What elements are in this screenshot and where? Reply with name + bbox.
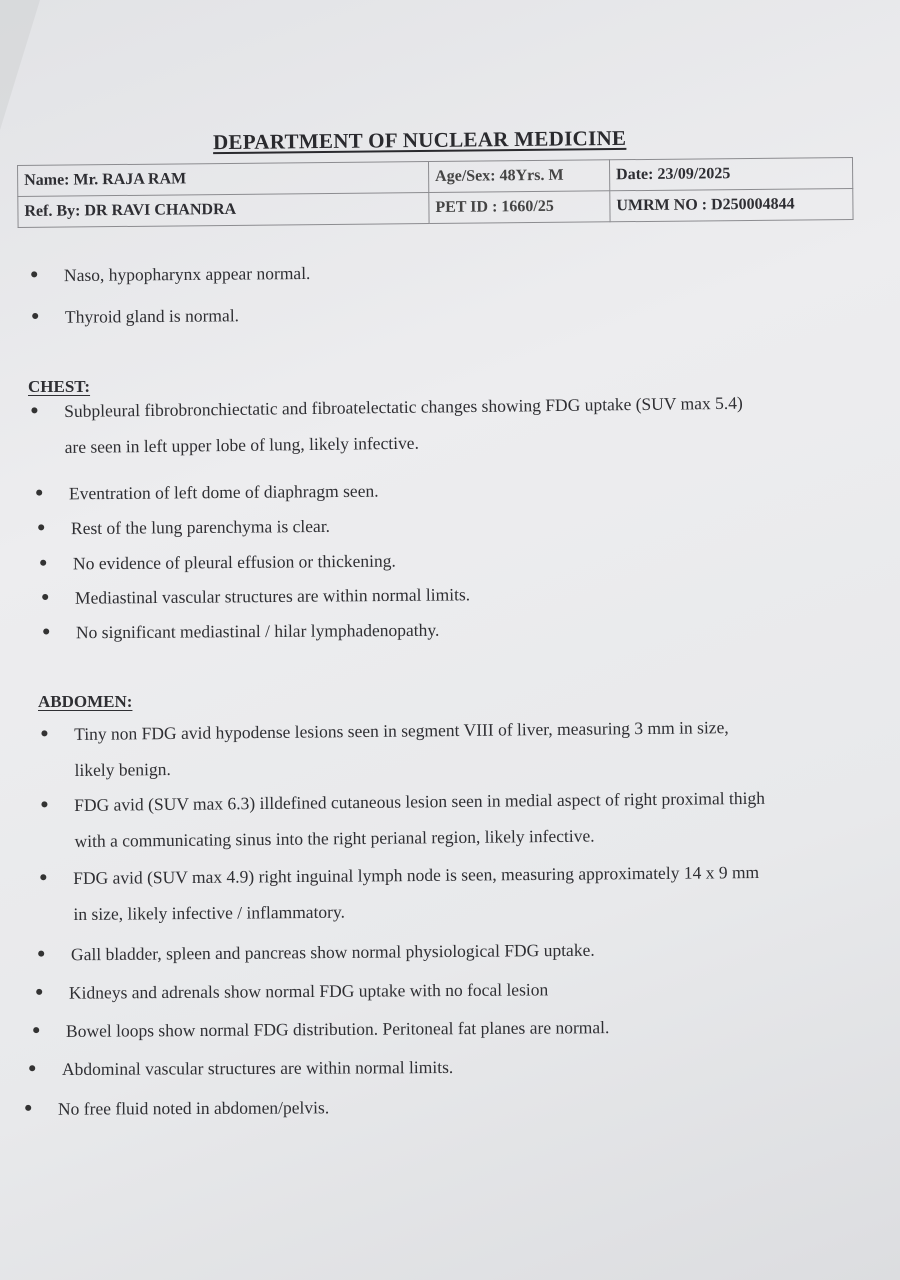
chest-heading: CHEST: <box>28 377 91 396</box>
patient-info-table <box>17 157 854 228</box>
chest-item: ● Rest of the lung parenchyma is clear. <box>71 508 330 546</box>
chest-item: ● No evidence of pleural effusion or thickening. <box>73 543 396 582</box>
abdomen-heading: ABDOMEN: <box>38 692 133 711</box>
abdomen-item: ● Bowel loops show normal FDG distribution. Peritoneal fat planes are normal. <box>66 1009 610 1049</box>
umrm-number: UMRM NO : D250004844 <box>610 188 853 221</box>
neck-item: ● Naso, hypopharynx appear normal. <box>64 255 311 293</box>
abdomen-item: ● Abdominal vascular structures are within normal limits. <box>62 1049 453 1087</box>
chest-item: ● Eventration of left dome of diaphragm seen. <box>69 473 379 512</box>
bullet-icon: ● <box>39 870 48 886</box>
bullet-icon: ● <box>30 308 40 325</box>
abdomen-item: ● Kidneys and adrenals show normal FDG uptake with no focal lesion <box>69 971 548 1010</box>
abdomen-item: ● Gall bladder, spleen and pancreas show normal physiological FDG uptake. <box>71 932 595 973</box>
neck-item: ● Thyroid gland is normal. <box>65 297 239 335</box>
department-title: DEPARTMENT OF NUCLEAR MEDICINE <box>212 125 627 155</box>
referred-by: Ref. By: DR RAVI CHANDRA <box>18 193 429 228</box>
bullet-icon: ● <box>36 520 46 536</box>
chest-item: ● Mediastinal vascular structures are within normal limits. <box>75 576 470 615</box>
bullet-icon: ● <box>40 589 50 606</box>
report-date: Date: 23/09/2025 <box>609 157 852 190</box>
abdomen-item: ● FDG avid (SUV max 6.3) illdefined cutaneous lesion seen in medial aspect of right proximal thigh with a communicating sinus into the right perianal region, likely infective. <box>40 787 766 851</box>
bullet-icon: ● <box>40 726 49 742</box>
paper-fold <box>0 0 40 130</box>
abdomen-item: ● FDG avid (SUV max 4.9) right inguinal lymph node is seen, measuring approximately 14 x 9 mm in size, likely infective / inflammatory. <box>39 862 760 924</box>
abdomen-item: ● No free fluid noted in abdomen/pelvis. <box>58 1089 329 1126</box>
bullet-icon: ● <box>31 1023 41 1039</box>
patient-age-sex: Age/Sex: 48Yrs. M <box>428 160 609 193</box>
bullet-icon: ● <box>29 267 39 283</box>
bullet-icon: ● <box>23 1100 33 1116</box>
patient-name: Name: Mr. RAJA RAM <box>18 162 429 197</box>
bullet-icon: ● <box>27 1061 37 1077</box>
chest-item: ● No significant mediastinal / hilar lymphadenopathy. <box>76 612 440 651</box>
bullet-icon: ● <box>40 797 49 813</box>
abdomen-item: ● Tiny non FDG avid hypodense lesions seen in segment VIII of liver, measuring 3 mm in size, likely benign. <box>40 717 729 780</box>
bullet-icon: ● <box>34 485 44 501</box>
bullet-icon: ● <box>30 403 39 419</box>
bullet-icon: ● <box>38 555 48 571</box>
pet-id: PET ID : 1660/25 <box>429 191 610 224</box>
bullet-icon: ● <box>36 946 46 962</box>
chest-item: ● Subpleural fibrobronchiectatic and fibroatelectatic changes showing FDG uptake (SUV max 5.4) are seen in left upper lobe of lung, likely infective. <box>30 392 743 457</box>
bullet-icon: ● <box>41 624 51 640</box>
bullet-icon: ● <box>34 984 44 1000</box>
